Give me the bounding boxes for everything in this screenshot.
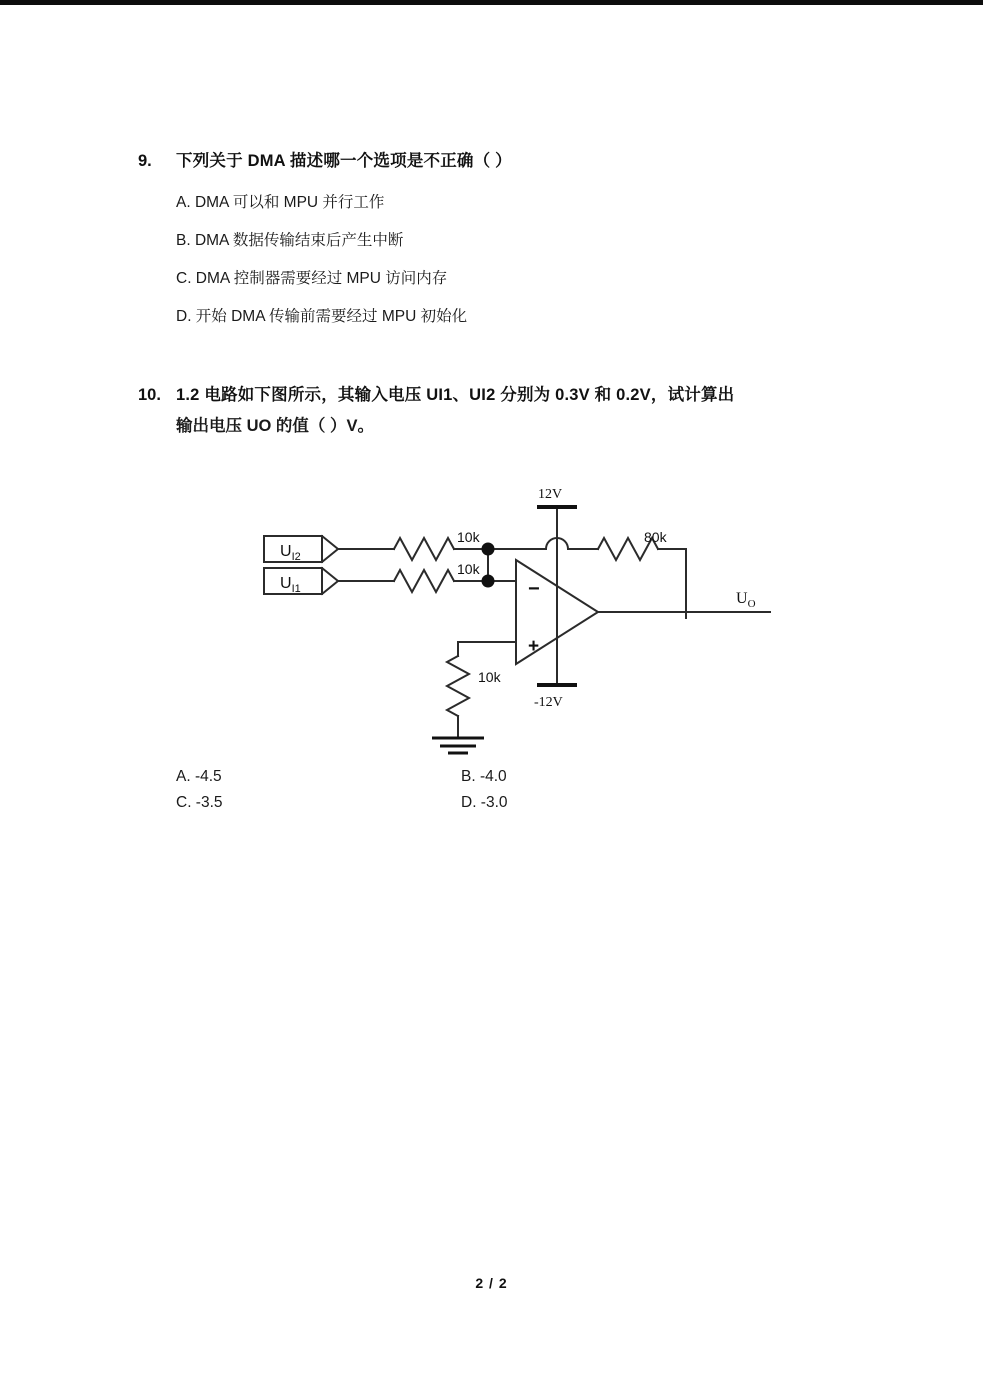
question-9-option-c[interactable]: C. DMA 控制器需要经过 MPU 访问内存 <box>176 270 448 287</box>
resistor-r1-value-label: 10k <box>457 529 480 545</box>
resistor-r3-value-label: 10k <box>478 669 501 685</box>
question-9 <box>138 148 858 336</box>
question-9-prompt: 下列关于 DMA 描述哪一个选项是不正确（ ） <box>176 152 512 170</box>
resistor-r1-10k-symbol <box>394 538 454 560</box>
question-10-option-a[interactable]: A. -4.5 <box>176 768 222 785</box>
question-10-answers <box>176 764 596 816</box>
opamp-inverting-sign: − <box>528 578 540 600</box>
page-top-edge <box>0 0 983 5</box>
opamp-noninverting-sign: + <box>528 636 540 657</box>
junction-dot-bottom <box>482 575 495 588</box>
question-10-option-c[interactable]: C. -3.5 <box>176 794 223 811</box>
question-10-prompt-line1: 1.2 电路如下图所示，其输入电压 UI1、UI2 分别为 0.3V 和 0.2V，试计算出 <box>176 386 735 404</box>
page-footer: 2 / 2 <box>475 1275 508 1291</box>
question-9-options <box>138 184 858 336</box>
resistor-r3-10k-symbol <box>447 656 469 716</box>
resistor-r2-value-label: 10k <box>457 561 480 577</box>
question-10-option-d[interactable]: D. -3.0 <box>461 794 508 811</box>
question-9-heading <box>138 148 858 174</box>
question-9-option-a[interactable]: A. DMA 可以和 MPU 并行工作 <box>176 194 385 211</box>
circuit-diagram-figure <box>250 470 780 760</box>
answer-row-1 <box>176 764 596 790</box>
resistor-rf-value-label: 80k <box>644 529 667 545</box>
input-terminal-ui2-arrow <box>322 536 338 562</box>
input-terminal-ui1-arrow <box>322 568 338 594</box>
question-10-number: 10. <box>138 386 161 404</box>
question-10-heading <box>138 382 858 408</box>
resistor-r2-10k-symbol <box>394 570 454 592</box>
supply-negative-label: -12V <box>534 695 563 710</box>
supply-positive-label: 12V <box>538 487 563 502</box>
input-ui2-label: $U_{I2}$ <box>280 543 301 563</box>
question-10-prompt-line2: 输出电压 UO 的值（ ）V。 <box>176 417 375 435</box>
question-10-option-b[interactable]: B. -4.0 <box>461 768 507 785</box>
question-9-number: 9. <box>138 152 152 170</box>
question-9-option-d[interactable]: D. 开始 DMA 传输前需要经过 MPU 初始化 <box>176 308 468 325</box>
junction-dot-top <box>482 543 495 556</box>
output-uo-label: $U_O$ <box>736 590 756 610</box>
question-10 <box>138 382 858 444</box>
input-ui1-label: $U_{I1}$ <box>280 575 301 595</box>
answer-row-2 <box>176 790 596 816</box>
question-9-option-b[interactable]: B. DMA 数据传输结束后产生中断 <box>176 232 404 249</box>
